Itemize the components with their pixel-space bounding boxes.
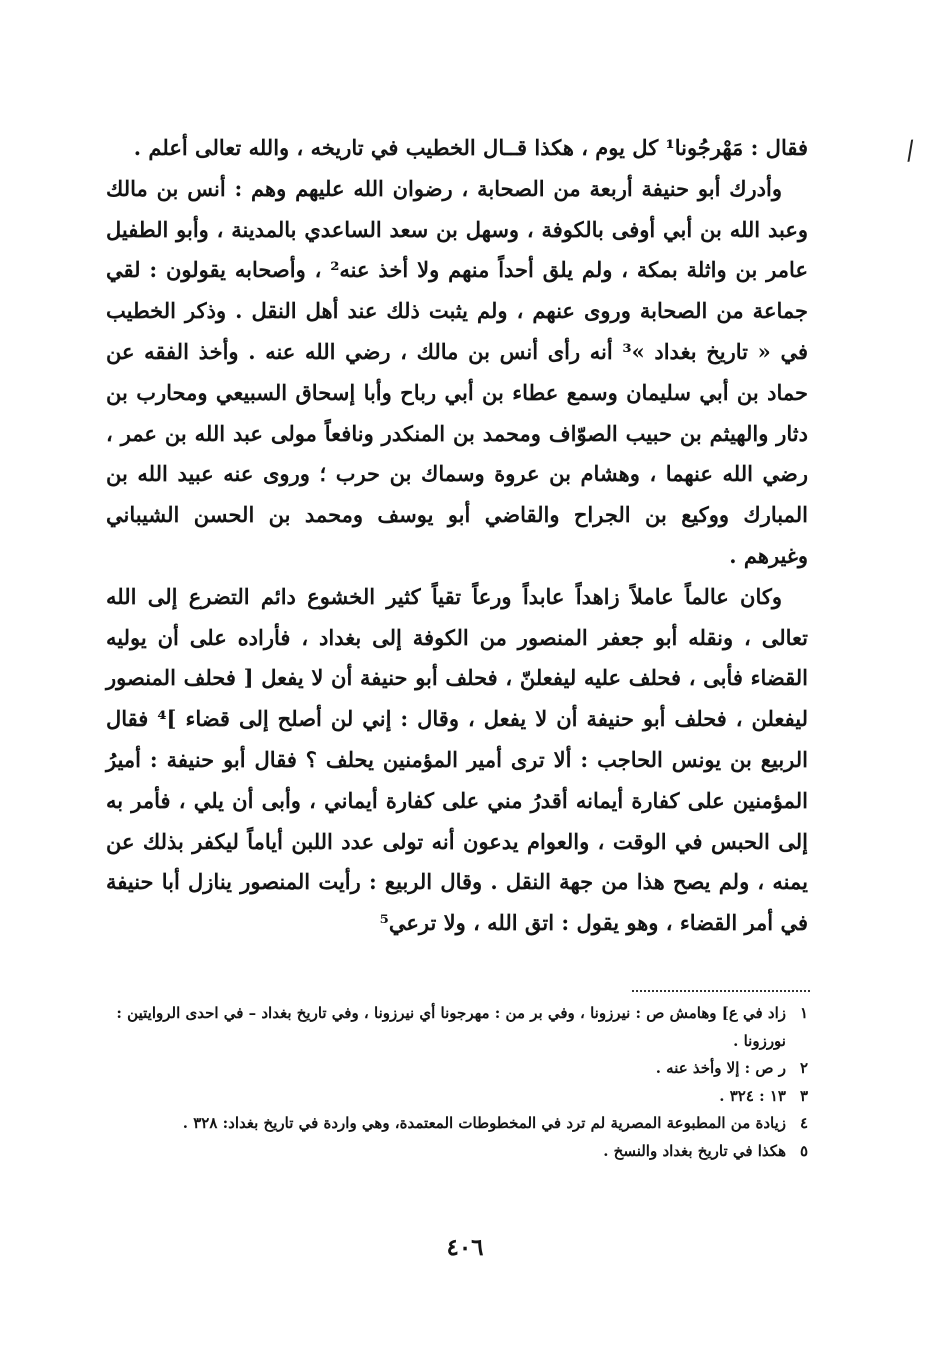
footnote-4 (108, 1110, 808, 1138)
footnote-separator (632, 990, 810, 992)
footnote-text: زاد في ع] وهامش ص : نيرزونا ، وفي بر من : مهرجونا أي نيرزونا ، وفي تاريخ بغداد – في احدى الروايتين : نورزونا . (116, 1004, 786, 1050)
footnote-number: ٤ (799, 1114, 808, 1132)
main-text-body (106, 128, 808, 944)
footnote-number: ٢ (799, 1059, 808, 1077)
footnote-5 (108, 1138, 808, 1166)
footnote-number: ١ (799, 1004, 808, 1022)
page-number: ٤٠٦ (446, 1234, 484, 1261)
paragraph-3: وكان عالماً عاملاً زاهداً عابداً ورعاً تقياً كثير الخشوع دائم التضرع إلى الله تعالى ، ونقله أبو جعفر المنصور من الكوفة إلى بغداد ، فأراده على أن يوليه القضاء فأبى ، فحلف عليه ليفعلنّ ، فحلف أبو حنيفة أن لا يفعل [ فحلف المنصور ليفعلن ، فحلف أبو حنيفة أن لا يفعل ، وقال : إني لن أصلح إلى قضاء ]⁴ فقال الربيع بن يونس الحاجب : ألا ترى أمير المؤمنين يحلف ؟ فقال أبو حنيفة : أميرُ المؤمنين على كفارة أيمانه أقدرُ مني على كفارة أيماني ، وأبى أن يلي ، فأمر به إلى الحبس في الوقت ، والعوام يدعون أنه تولى عدد اللبن أياماً ليكفر بذلك عن يمنه ، ولم يصح هذا من جهة النقل . وقال الربيع : رأيت المنصور ينازل أبا حنيفة في أمر القضاء ، وهو يقول : اتق الله ، ولا ترعي⁵ (106, 583, 808, 936)
footnote-3 (108, 1083, 808, 1111)
footnote-text: هكذا في تاريخ بغداد والنسخ . (603, 1141, 786, 1160)
footnotes (108, 1000, 808, 1165)
footnote-text: ١٣ : ٣٢٤ . (719, 1086, 786, 1105)
paragraph-2: وأدرك أبو حنيفة أربعة من الصحابة ، رضوان الله عليهم وهم : أنس بن مالك وعبد الله بن أبي أوفى بالكوفة ، وسهل بن سعد الساعدي بالمدينة ، وأبو الطفيل عامر بن واثلة بمكة ، ولم يلق أحداً منهم ولا أخذ عنه² ، وأصحابه يقولون : لقي جماعة من الصحابة وروى عنهم ، ولم يثبت ذلك عند أهل النقل . وذكر الخطيب في « تاريخ بغداد »³ أنه رأى أنس بن مالك ، رضي الله عنه . وأخذ الفقه عن حماد بن أبي سليمان وسمع عطاء بن أبي رباح وأبا إسحاق السبيعي ومحارب بن دثار والهيثم بن حبيب الصوّاف ومحمد بن المنكدر ونافعاً مولى عبد الله بن عمر ، رضي الله عنهما ، وهشام بن عروة وسماك بن حرب ؛ وروى عنه عبيد الله بن المبارك ووكيع بن الجراح والقاضي أبو يوسف ومحمد بن الحسن الشيباني وغيرهم . (106, 175, 808, 568)
footnote-text: زيادة من المطبوعة المصرية لم ترد في المخطوطات المعتمدة، وهي واردة في تاريخ بغداد: ٣٢٨ . (182, 1114, 786, 1132)
footnote-number: ٣ (799, 1086, 808, 1105)
footnote-number: ٥ (799, 1141, 808, 1160)
footnote-1 (108, 1000, 808, 1055)
paragraph-1: فقال : مَهْرجُونا¹ كل يوم ، هكذا قــال الخطيب في تاريخه ، والله تعالى أعلم . (133, 135, 808, 160)
footnote-text: ر ص : إلا وأخذ عنه . (655, 1059, 786, 1077)
footnote-2 (108, 1055, 808, 1083)
margin-pencil-mark: / (903, 135, 917, 167)
